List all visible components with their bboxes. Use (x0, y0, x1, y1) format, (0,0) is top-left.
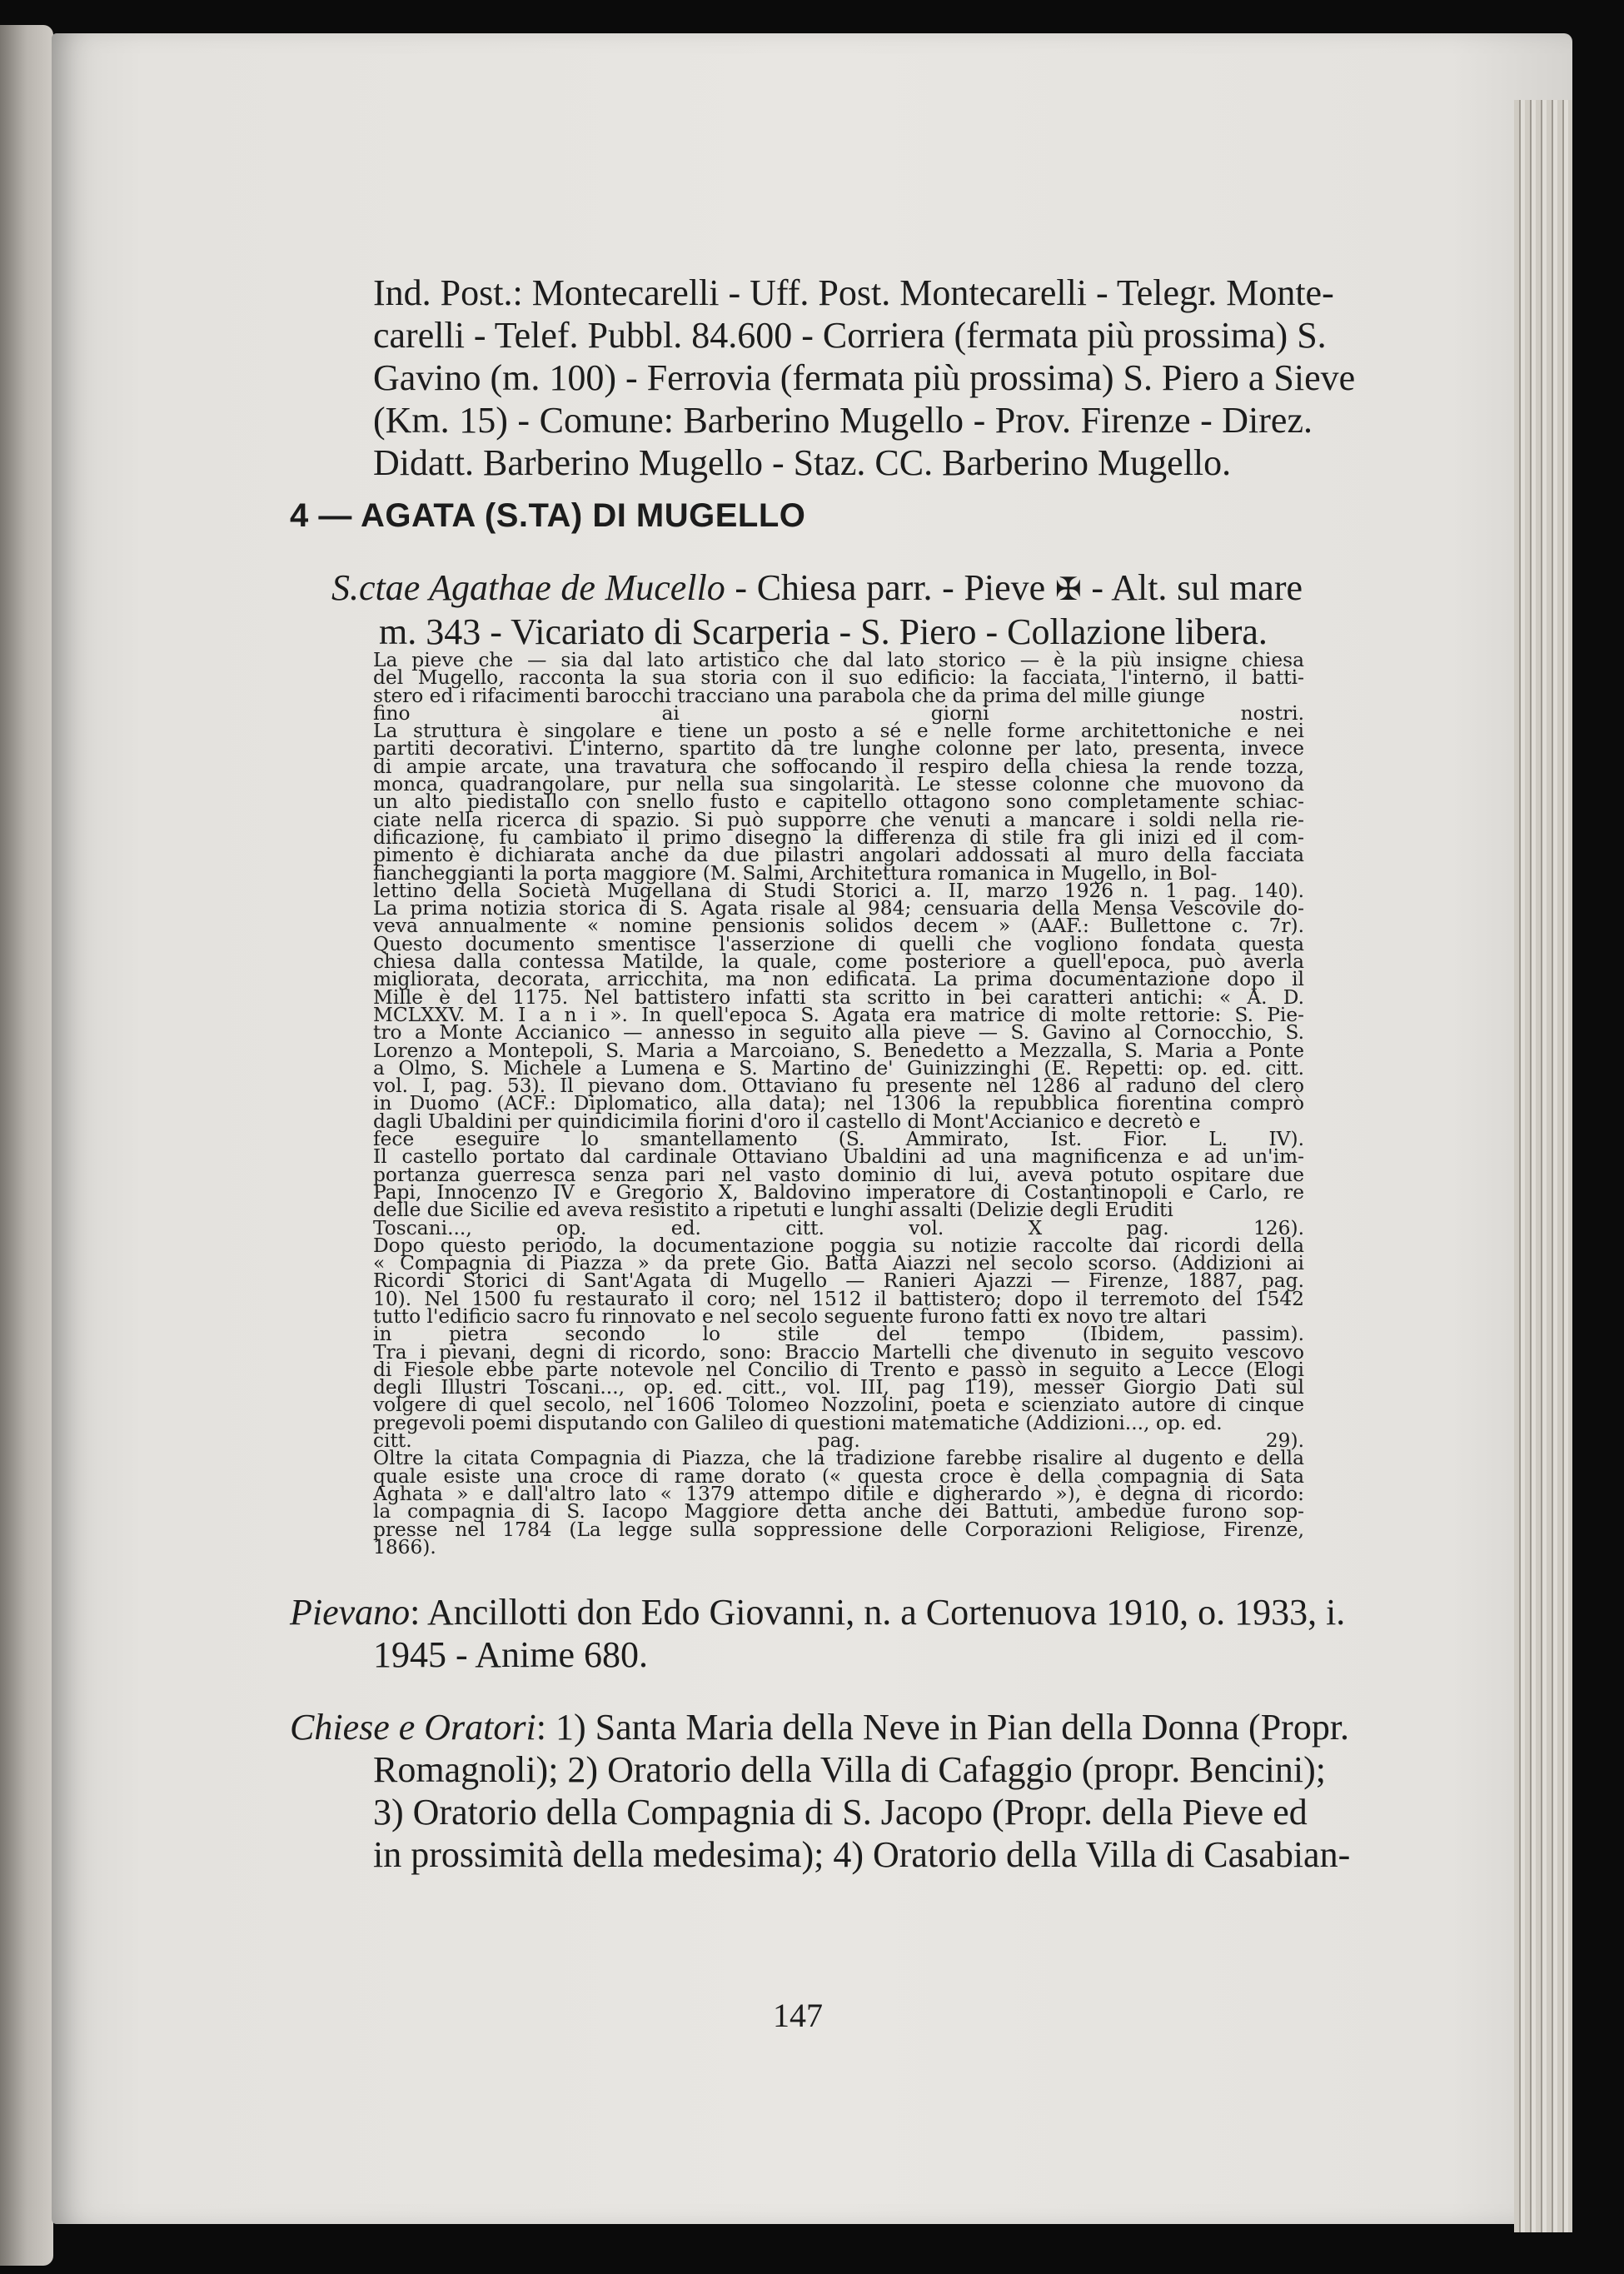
history-line: Toscani..., op. ed. citt. vol. X pag. 126). (373, 1216, 1304, 1239)
latin-name: S.ctae Agathae de Mucello (331, 567, 725, 608)
postal-info-line: Didatt. Barberino Mugello - Staz. CC. Barberino Mugello. (373, 442, 1232, 483)
history-line: « Compagnia di Piazza » da prete Gio. Batta Aiazzi nel secolo scorso. (Addizioni ai (373, 1252, 1304, 1275)
pievano-line-1 (290, 1591, 1346, 1633)
history-line: dagli Ubaldini per quindicimila fiorini d'oro il castello di Mont'Accianico e decretò e (373, 1110, 1201, 1133)
history-line: lettino della Società Mugellana di Studi Storici a. II, marzo 1926 n. 1 pag. 140). (373, 879, 1304, 902)
cross-icon: ✠ (1054, 571, 1082, 607)
history-line: citt. pag. 29). (373, 1429, 1304, 1453)
history-line: Mille è del 1175. Nel battistero infatti sta scritto in bei caratteri antichi: « A. D. (373, 985, 1304, 1009)
latin-line-2: m. 343 - Vicariato di Scarperia - S. Piero - Collazione libera. (379, 611, 1268, 652)
history-line: volgere di quel secolo, nel 1606 Tolomeo Nozzolini, poeta e scienziato autore di cinque (373, 1394, 1304, 1417)
history-text (373, 651, 1304, 1556)
history-line: di Fiesole ebbe parte notevole nel Concilio di Trento e passò in seguito a Lecce (Elogi (373, 1358, 1304, 1381)
entry-number: 4 (290, 497, 309, 534)
postal-info-line: carelli - Telef. Pubbl. 84.600 - Corriera (fermata più prossima) S. (373, 315, 1327, 356)
chiese-text-1: : 1) Santa Maria della Neve in Pian della Donna (Propr. (536, 1707, 1350, 1748)
history-line: presse nel 1784 (La legge sulla soppressione delle Corporazioni Religiose, Firenze, (373, 1518, 1304, 1541)
chiese-line: in prossimità della medesima); 4) Oratorio della Villa di Casabian- (373, 1834, 1351, 1875)
pievano-label: Pievano (290, 1592, 411, 1633)
history-line: fiancheggianti la porta maggiore (M. Salmi, Architettura romanica in Mugello, in Bol- (373, 861, 1218, 885)
history-line: 10). Nel 1500 fu restaurato il coro; nel 1512 il battistero; dopo il terremoto del 1542 (373, 1287, 1304, 1310)
history-line: Questo documento smentisce l'asserzione di quelli che vogliono fondata questa (373, 932, 1304, 955)
history-line: fece eseguire lo smantellamento (S. Ammirato, Ist. Fior. L. IV). (373, 1128, 1304, 1151)
history-line: Lorenzo a Montepoli, S. Maria a Marcoiano, S. Benedetto a Mezzalla, S. Maria a Ponte (373, 1039, 1304, 1062)
chiese-line: Romagnoli); 2) Oratorio della Villa di Cafaggio (propr. Bencini); (373, 1749, 1326, 1790)
history-line: veva annualmente « nomine pensionis solidos decem » (AAF.: Bullettone c. 7r). (373, 915, 1304, 938)
history-line: pimento è dichiarata anche da due pilastri angolari addossati al muro della facciata (373, 844, 1304, 867)
history-line: portanza guerresca senza pari nel vasto dominio di lui, aveva potuto ospitare due (373, 1163, 1304, 1186)
history-line: stero ed i rifacimenti barocchi tracciano una parabola che da prima del mille giunge (373, 684, 1205, 707)
postal-info-line: (Km. 15) - Comune: Barberino Mugello - Prov. Firenze - Direz. (373, 400, 1313, 441)
page-edges (1514, 100, 1572, 2232)
history-line: tutto l'edificio sacro fu rinnovato e nel secolo seguente furono fatti ex novo tre altari (373, 1304, 1207, 1328)
history-line: Ricordi Storici di Sant'Agata di Mugello — Ranieri Ajazzi — Firenze, 1887, pag. (373, 1269, 1304, 1293)
chiese-label: Chiese e Oratori (290, 1707, 536, 1748)
history-line: di ampie arcate, una travatura che soffocando il respiro della chiesa la rende tozza, (373, 755, 1304, 778)
history-line: del Mugello, racconta la sua storia con il suo edificio: la facciata, l'interno, il batti- (373, 666, 1304, 690)
postal-info-line: Ind. Post.: Montecarelli - Uff. Post. Montecarelli - Telegr. Monte- (373, 272, 1334, 313)
pievano-text-1: : Ancillotti don Edo Giovanni, n. a Cortenuova 1910, o. 1933, i. (410, 1592, 1346, 1633)
entry-title: AGATA (S.TA) DI MUGELLO (361, 497, 806, 534)
history-line: dificazione, fu cambiato il primo disegno la differenza di stile fra gli inizi ed il com- (373, 825, 1304, 849)
history-line: La struttura è singolare e tiene un posto a sé e nelle forme architettoniche e nei (373, 720, 1304, 743)
history-line: degli Illustri Toscani..., op. ed. citt., vol. III, pag 119), messer Giorgio Dati sul (373, 1376, 1304, 1399)
history-line: Tra i pievani, degni di ricordo, sono: Braccio Martelli che divenuto in seguito vescovo (373, 1340, 1304, 1364)
postal-info (373, 272, 1356, 484)
history-line: Il castello portato dal cardinale Ottaviano Ubaldini ad una magnificenza e ad un'im- (373, 1145, 1304, 1169)
postal-info-line: Gavino (m. 100) - Ferrovia (fermata più prossima) S. Piero a Sieve (373, 357, 1356, 398)
history-line: vol. I, pag. 53). Il pievano dom. Ottaviano fu presente nel 1286 al raduno del clero (373, 1075, 1304, 1098)
history-line: Oltre la citata Compagnia di Piazza, che la tradizione farebbe risalire al dugento e della (373, 1447, 1304, 1470)
latin-line-1 (331, 566, 1303, 611)
entry-heading (290, 497, 1289, 535)
history-line: tro a Monte Accianico — annesso in seguito alla pieve — S. Gavino al Cornocchio, S. (373, 1021, 1304, 1045)
history-line: a Olmo, S. Michele a Lumena e S. Martino de' Guinizzinghi (E. Repetti: op. ed. citt. (373, 1056, 1304, 1080)
facing-page-edge (0, 25, 53, 2266)
history-line: ciate nella ricerca di spazio. Si può supporre che venuti a mancare i soldi nella rie- (373, 808, 1304, 831)
history-line: in Duomo (ACF.: Diplomatico, alla data); nel 1306 la repubblica fiorentina comprò (373, 1092, 1304, 1115)
history-line: delle due Sicilie ed aveva resistito a ripetuti e lunghi assalti (Delizie degli Eruditi (373, 1199, 1173, 1222)
pievano-block (290, 1591, 1346, 1676)
history-line: partiti decorativi. L'interno, spartito da tre lunghe colonne per lato, presenta, invece (373, 737, 1304, 760)
pievano-line-2: 1945 - Anime 680. (373, 1634, 648, 1675)
history-line: migliorata, decorata, arricchita, ma non edificata. La prima documentazione dopo il (373, 968, 1304, 991)
latin-line-1-rest: - Chiesa parr. - Pieve (725, 567, 1055, 608)
history-line: pregevoli poemi disputando con Galileo di questioni matematiche (Addizioni..., op. ed. (373, 1411, 1223, 1434)
chiese-line: 3) Oratorio della Compagnia di S. Jacopo (Propr. della Pieve ed (373, 1792, 1308, 1833)
history-line: 1866). (373, 1535, 436, 1558)
history-line: Papi, Innocenzo IV e Gregorio X, Baldovino imperatore di Costantinopoli e Carlo, re (373, 1180, 1304, 1204)
history-line: un alto piedistallo con snello fusto e capitello ottagono sono completamente schiac- (373, 790, 1304, 814)
history-line: Aghata » e dall'altro lato « 1379 attempo ditile e digherardo »), è degna di ricordo: (373, 1482, 1304, 1505)
page-number: 147 (773, 1997, 823, 2034)
history-line: monca, quadrangolare, pur nella sua singolarità. Le stesse colonne che muovono da (373, 773, 1304, 796)
latin-line-1-end: - Alt. sul mare (1081, 567, 1303, 608)
history-line: Dopo questo periodo, la documentazione poggia su notizie raccolte dai ricordi della (373, 1234, 1304, 1257)
history-line: in pietra secondo lo stile del tempo (Ibidem, passim). (373, 1323, 1304, 1346)
history-line: fino ai giorni nostri. (373, 701, 1304, 725)
latin-block (331, 566, 1303, 653)
chiese-block (290, 1706, 1351, 1876)
history-line: la compagnia di S. Iacopo Maggiore detta anche dei Battuti, ambedue furono sop- (373, 1500, 1304, 1523)
history-line: quale esiste una croce di rame dorato (« questa croce è della compagnia di Sata (373, 1464, 1304, 1488)
chiese-line-1 (290, 1706, 1350, 1748)
history-line: chiesa dalla contessa Matilde, la quale, come posteriore a quell'epoca, può averla (373, 950, 1304, 974)
history-line: MCLXXV. M. I a n i ». In quell'epoca S. Agata era matrice di molte rettorie: S. Pie- (373, 1003, 1304, 1026)
history-line: La pieve che — sia dal lato artistico che dal lato storico — è la più insigne chiesa (373, 649, 1304, 671)
entry-dash: — (318, 497, 352, 534)
history-line: La prima notizia storica di S. Agata risale al 984; censuaria della Mensa Vescovile do- (373, 897, 1304, 920)
